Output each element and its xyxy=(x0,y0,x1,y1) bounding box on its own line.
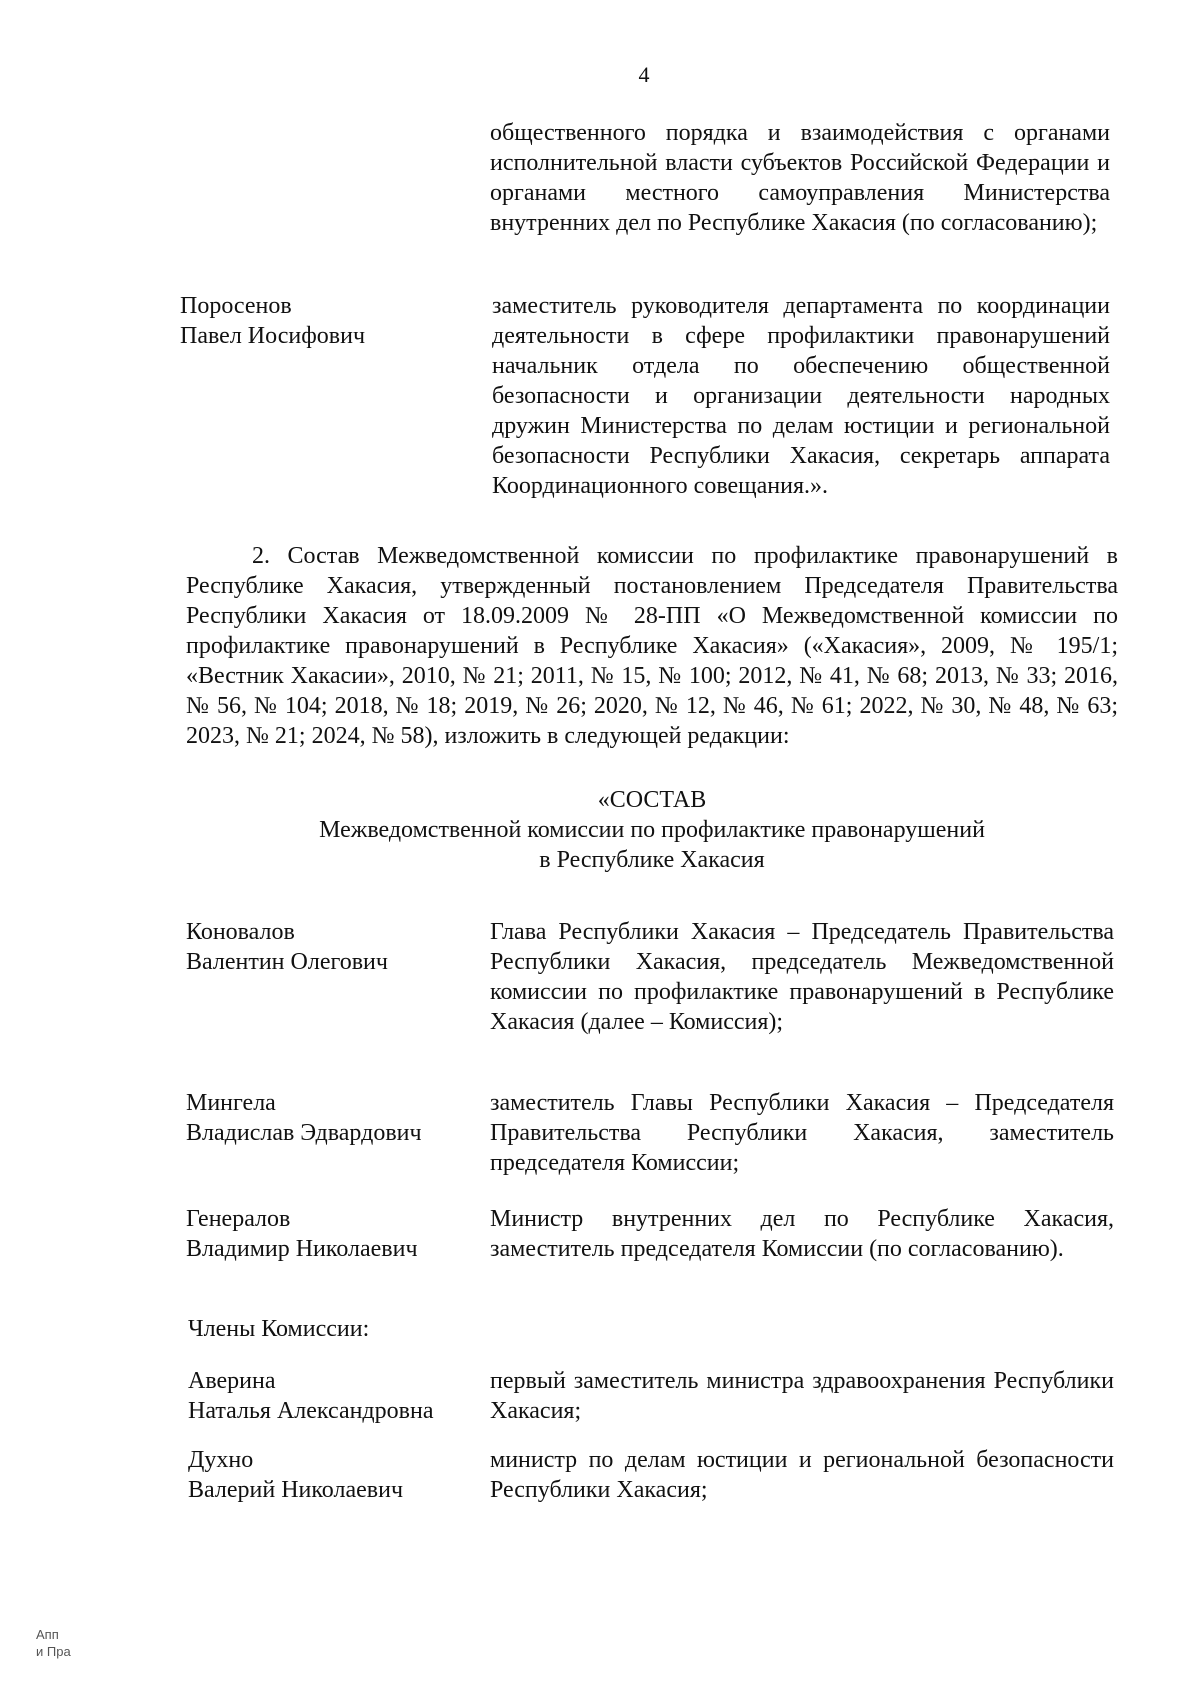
page-number: 4 xyxy=(638,62,650,87)
composition-heading-line1: «СОСТАВ xyxy=(597,787,707,813)
member-name: Коновалов Валентин Олегович xyxy=(186,919,388,975)
member-role: Глава Республики Хакасия – Председатель Правительства Республики Хакасия, председатель Межведомственной комиссии по профилактике правонарушений в Республике Хакасия (далее – Комиссия); xyxy=(490,919,1114,1035)
member-name: Генералов Владимир Николаевич xyxy=(186,1206,418,1262)
member-name: Духно Валерий Николаевич xyxy=(188,1447,404,1503)
member-name: Аверина Наталья Александровна xyxy=(188,1368,434,1424)
continuation-text: общественного порядка и взаимодействия с органами исполнительной власти субъектов Российской Федерации и органами местного самоуправления Министерства внутренних дел по Республике Хакасия (по согласованию); xyxy=(490,120,1110,236)
member-role: заместитель Главы Республики Хакасия – Председателя Правительства Республики Хакасия, заместитель председателя Комиссии; xyxy=(490,1090,1114,1176)
paragraph-2: 2. Состав Межведомственной комиссии по профилактике правонарушений в Республике Хакасия, утвержденный постановлением Председателя Правительства Республики Хакасия от 18.09.2009 № 28-ПП «О Межведомственной комиссии по профилактике правонарушений в Республике Хакасия» («Хакасия», 2009, № 195/1; «Вестник Хакасии», 2010, № 21; 2011, № 15, № 100; 2012, № 41, № 68; 2013, № 33; 2016, № 56, № 104; 2018, № 18; 2019, № 26; 2020, № 12, № 46, № 61; 2022, № 30, № 48, № 63; 2023, № 21; 2024, № 58), изложить в следующей редакции: xyxy=(186,543,1118,749)
composition-heading-line3: в Республике Хакасия xyxy=(539,847,765,873)
member-role: министр по делам юстиции и региональной безопасности Республики Хакасия; xyxy=(490,1447,1114,1503)
member-role: первый заместитель министра здравоохранения Республики Хакасия; xyxy=(490,1368,1114,1424)
member-role: Министр внутренних дел по Республике Хакасия, заместитель председателя Комиссии (по согласованию). xyxy=(490,1206,1114,1262)
member-name: Поросенов Павел Иосифович xyxy=(180,293,366,349)
member-name: Мингела Владислав Эдвардович xyxy=(186,1090,422,1146)
member-role: заместитель руководителя департамента по координации деятельности в сфере профилактики правонарушений начальник отдела по обеспечению общественной безопасности и организации деятельности народных дружин Министерства по делам юстиции и региональной безопасности Республики Хакасия, секретарь аппарата Координационного совещания.». xyxy=(492,293,1110,499)
members-label: Члены Комиссии: xyxy=(188,1316,370,1342)
corner-stamp: Апп и Пра xyxy=(36,1627,71,1659)
composition-heading-line2: Межведомственной комиссии по профилактике правонарушений xyxy=(319,817,985,843)
